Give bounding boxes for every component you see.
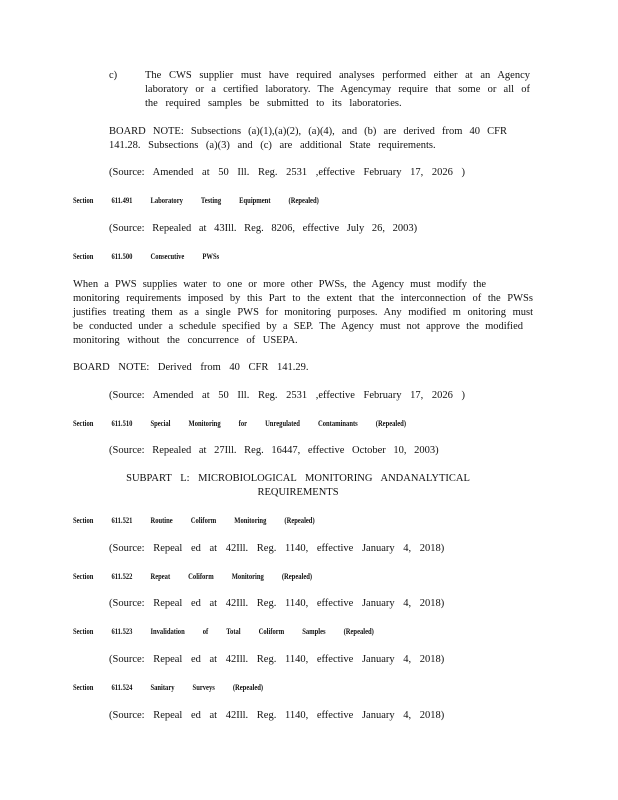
subpart-title-line-2: REQUIREMENTS (257, 487, 339, 498)
section-611-524-heading: Section 611.524 Sanitary Surveys (Repealed) (73, 683, 264, 692)
section-611-510-heading: Section 611.510 Special Monitoring for Unregulated Contaminants (Repealed) (73, 419, 407, 428)
section-611-521-heading: Section 611.521 Routine Coliform Monitoring (Repealed) (73, 516, 315, 525)
para-611-500-line-4: be conducted under a schedule specified by a SEP. The Agency must not approve the modified (73, 321, 523, 332)
item-c-label: c) (109, 70, 118, 81)
section-611-500-heading: Section 611.500 Consecutive PWSs (73, 252, 220, 261)
source-611-491: (Source: Repealed at 43Ill. Reg. 8206, effective July 26, 2003) (109, 223, 418, 234)
item-c-line-2: laboratory or a certified laboratory. The Agencymay require that some or all of (145, 84, 530, 95)
section-611-491-heading: Section 611.491 Laboratory Testing Equipment (Repealed) (73, 196, 319, 205)
source-611-524: (Source: Repeal ed at 42Ill. Reg. 1140, effective January 4, 2018) (109, 710, 445, 721)
source-amended-1: (Source: Amended at 50 Ill. Reg. 2531 ,effective February 17, 2026 ) (109, 167, 465, 178)
para-611-500-line-1: When a PWS supplies water to one or more other PWSs, the Agency must modify the (73, 279, 486, 290)
source-611-522: (Source: Repeal ed at 42Ill. Reg. 1140, effective January 4, 2018) (109, 598, 445, 609)
board-note-1-line-1: BOARD NOTE: Subsections (a)(1),(a)(2), (a)(4), and (b) are derived from 40 CFR (109, 126, 507, 137)
source-611-521: (Source: Repeal ed at 42Ill. Reg. 1140, effective January 4, 2018) (109, 543, 445, 554)
section-611-523-heading: Section 611.523 Invalidation of Total Coliform Samples (Repealed) (73, 627, 374, 636)
section-611-522-heading: Section 611.522 Repeat Coliform Monitoring (Repealed) (73, 572, 313, 581)
item-c-line-1: The CWS supplier must have required analyses performed either at an Agency (145, 70, 530, 81)
subpart-title-line-1: SUBPART L: MICROBIOLOGICAL MONITORING ANDANALYTICAL (126, 473, 470, 484)
para-611-500-line-2: monitoring requirements imposed by this Part to the extent that the interconnection of the PWSs (73, 293, 533, 304)
source-611-523: (Source: Repeal ed at 42Ill. Reg. 1140, effective January 4, 2018) (109, 654, 445, 665)
source-611-510: (Source: Repealed at 27Ill. Reg. 16447, effective October 10, 2003) (109, 445, 439, 456)
item-c-line-3: the required samples be submitted to its laboratories. (145, 98, 402, 109)
source-amended-2: (Source: Amended at 50 Ill. Reg. 2531 ,effective February 17, 2026 ) (109, 390, 465, 401)
board-note-1-line-2: 141.28. Subsections (a)(3) and (c) are additional State requirements. (109, 140, 436, 151)
board-note-2: BOARD NOTE: Derived from 40 CFR 141.29. (73, 362, 309, 373)
para-611-500-line-5: monitoring without the concurrence of USEPA. (73, 335, 298, 346)
para-611-500-line-3: justifies treating them as a single PWS for monitoring purposes. Any modified m onitoring must (73, 307, 533, 318)
